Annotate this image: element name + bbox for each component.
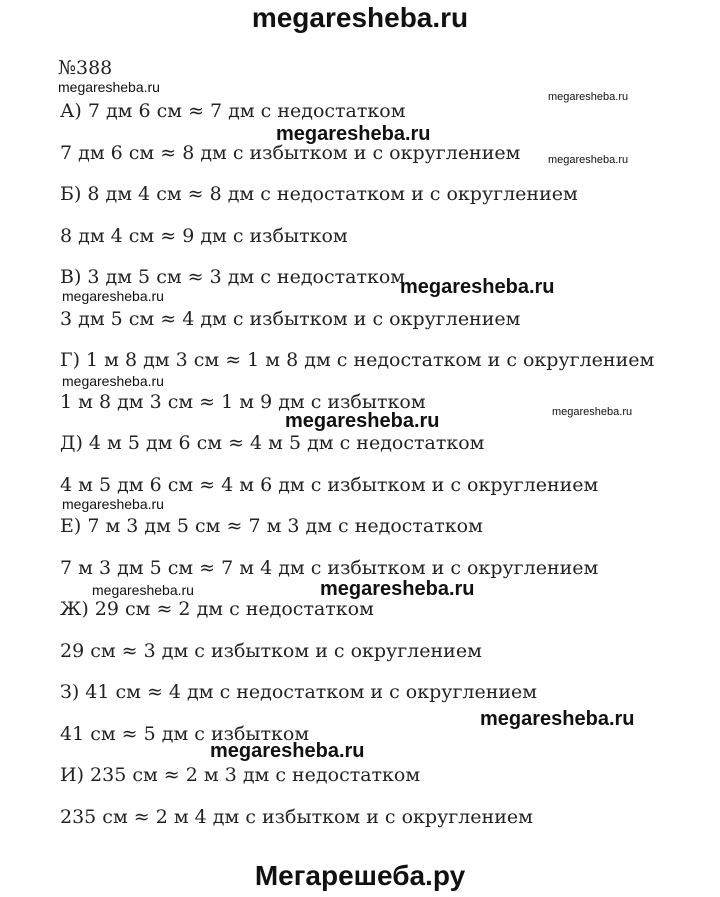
solution-line: 1 м 8 дм 3 см ≈ 1 м 9 дм с избытком [60,391,426,413]
solution-line: 235 см ≈ 2 м 4 дм с избытком и с округлением [60,806,533,828]
watermark: megaresheba.ru [548,91,629,103]
solution-line: А) 7 дм 6 см ≈ 7 дм с недостатком [60,100,406,122]
solution-line: 29 см ≈ 3 дм с избытком и с округлением [60,640,482,662]
solution-line: 41 см ≈ 5 дм с избытком [60,723,310,745]
watermark: megaresheba.ru [285,410,440,432]
watermark: megaresheba.ru [62,496,164,512]
watermark: megaresheba.ru [400,276,555,298]
watermark: megaresheba.ru [58,79,160,95]
solution-line: 7 дм 6 см ≈ 8 дм с избытком и с округлением [60,142,521,164]
site-header: megaresheba.ru [251,2,469,33]
watermark: megaresheba.ru [552,406,633,418]
problem-number: №388 [58,57,113,79]
solution-line: Е) 7 м 3 дм 5 см ≈ 7 м 3 дм с недостатком [60,515,483,537]
solution-line: Д) 4 м 5 дм 6 см ≈ 4 м 5 дм с недостатком [60,432,485,454]
watermark: megaresheba.ru [62,373,164,389]
solution-line: 3 дм 5 см ≈ 4 дм с избытком и с округлением [60,308,521,330]
watermark: megaresheba.ru [320,578,475,600]
solution-line: З) 41 см ≈ 4 дм с недостатком и с округлением [60,681,538,703]
solution-line: 7 м 3 дм 5 см ≈ 7 м 4 дм с избытком и с округлением [60,557,599,579]
watermark: megaresheba.ru [480,708,635,730]
solution-line: 4 м 5 дм 6 см ≈ 4 м 6 дм с избытком и с округлением [60,474,599,496]
watermark: megaresheba.ru [548,154,629,166]
watermark: megaresheba.ru [62,288,164,304]
solution-line: В) 3 дм 5 см ≈ 3 дм с недостатком [60,266,406,288]
site-footer: Мегарешеба.ру [254,860,466,891]
solution-line: Ж) 29 см ≈ 2 дм с недостатком [60,598,374,620]
watermark: megaresheba.ru [92,582,194,598]
watermark: megaresheba.ru [276,123,431,145]
solution-line: 8 дм 4 см ≈ 9 дм с избытком [60,225,348,247]
watermark: megaresheba.ru [210,740,365,762]
solution-line: Г) 1 м 8 дм 3 см ≈ 1 м 8 дм с недостатком и с округлением [60,349,655,371]
solution-line: Б) 8 дм 4 см ≈ 8 дм с недостатком и с округлением [60,183,578,205]
solution-line: И) 235 см ≈ 2 м 3 дм с недостатком [60,764,421,786]
